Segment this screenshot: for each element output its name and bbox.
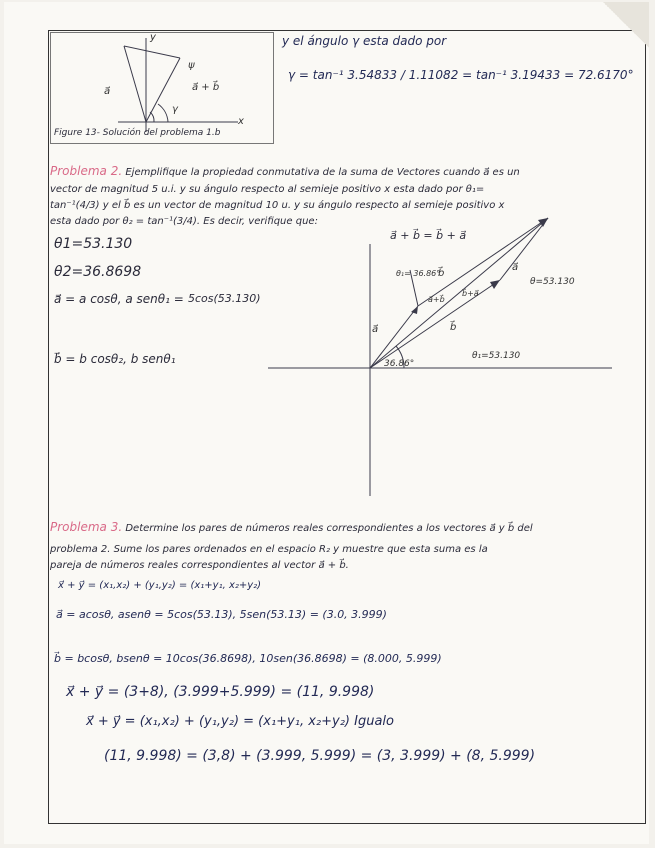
problem2-text-2: vector de magnitud 5 u.i. y su ángulo respecto al semieje positivo x esta dado por θ₁= [50,184,485,195]
problem2-heading: Problema 2. [50,164,123,178]
problem3-line-final: (11, 9.998) = (3,8) + (3.999, 5.999) = (3, 3.999) + (8, 5.999) [104,748,536,764]
diag-b-label: b⃗ [450,322,457,333]
diag-a-label: a⃗ [372,324,379,335]
a-vector-value: 5cos(53.130) [188,292,261,305]
fig13-a-label: a⃗ [104,86,111,97]
diag-apb-label: a⃗+b⃗ [428,295,445,304]
fig13-x-label: x [238,116,244,127]
diag-angle-origin: 36.86° [384,359,415,369]
problem2-text-1: Ejemplifique la propiedad conmutativa de la suma de Vectores cuando a⃗ es un [125,167,520,178]
problem3-line-general: x⃗ + y⃗ = (x₁,x₂) + (y₁,y₂) = (x₁+y₁, x₂+y₂) Igualo [86,714,394,729]
gamma-equation: γ = tan⁻¹ 3.54833 / 1.11082 = tan⁻¹ 3.19433 = 72.6170° [288,68,634,82]
diag-a-label-2: a⃗ [512,262,519,273]
problem3-heading: Problema 3. [50,520,123,534]
diag-theta-right: θ=53.130 [530,277,575,287]
fig13-gamma-label: γ [172,104,178,115]
problem3-text-2: problema 2. Sume los pares ordenados en el espacio R₂ y muestre que esta suma es la [50,544,488,555]
fig13-psi-label: ψ [188,60,195,71]
gamma-intro: y el ángulo γ esta dado por [282,34,447,48]
theta1-value: θ1=53.130 [54,236,133,252]
diag-b-label-2: b⃗ [438,268,445,279]
diag-theta-top: θ₁= 36.86° [396,269,441,278]
problem2-text-4: esta dado por θ₂ = tan⁻¹(3/4). Es decir, verifique que: [50,216,318,227]
a-vector-def: a⃗ = a cosθ, a senθ₁ = [54,292,184,306]
figure-13-caption: Figure 13- Solución del problema 1.b [54,128,221,138]
diag-bpa-label: b⃗+a⃗ [462,289,479,298]
problem3-line-sum: x⃗ + y⃗ = (3+8), (3.999+5.999) = (11, 9.998) [66,684,375,700]
problem3-line-sum-def: x⃗ + y⃗ = (x₁,x₂) + (y₁,y₂) = (x₁+y₁, x₂+y₂) [58,580,262,591]
problem3-line-1 [50,520,533,534]
problem2-identity: a⃗ + b⃗ = b⃗ + a⃗ [390,229,467,242]
theta2-value: θ2=36.8698 [54,264,142,280]
problem3-line-a: a⃗ = acosθ, asenθ = 5cos(53.13), 5sen(53.13) = (3.0, 3.999) [56,608,387,621]
b-vector-def: b⃗ = b cosθ₂, b senθ₁ [54,352,176,366]
problem3-text-1: Determine los pares de números reales correspondientes a los vectores a⃗ y b⃗ del [125,523,533,534]
problem3-line-b: b⃗ = bcosθ, bsenθ = 10cos(36.8698), 10sen(36.8698) = (8.000, 5.999) [54,652,442,665]
diag-theta-bottom: θ₁=53.130 [472,351,521,361]
fig13-apb-label: a⃗ + b⃗ [192,82,220,93]
problem3-text-3: pareja de números reales correspondientes al vector a⃗ + b⃗. [50,560,349,571]
fig13-y-label: y [150,32,156,43]
problem2-text-3: tan⁻¹(4/3) y el b⃗ es un vector de magnitud 10 u. y su ángulo respecto al semieje positivo x [50,200,505,211]
